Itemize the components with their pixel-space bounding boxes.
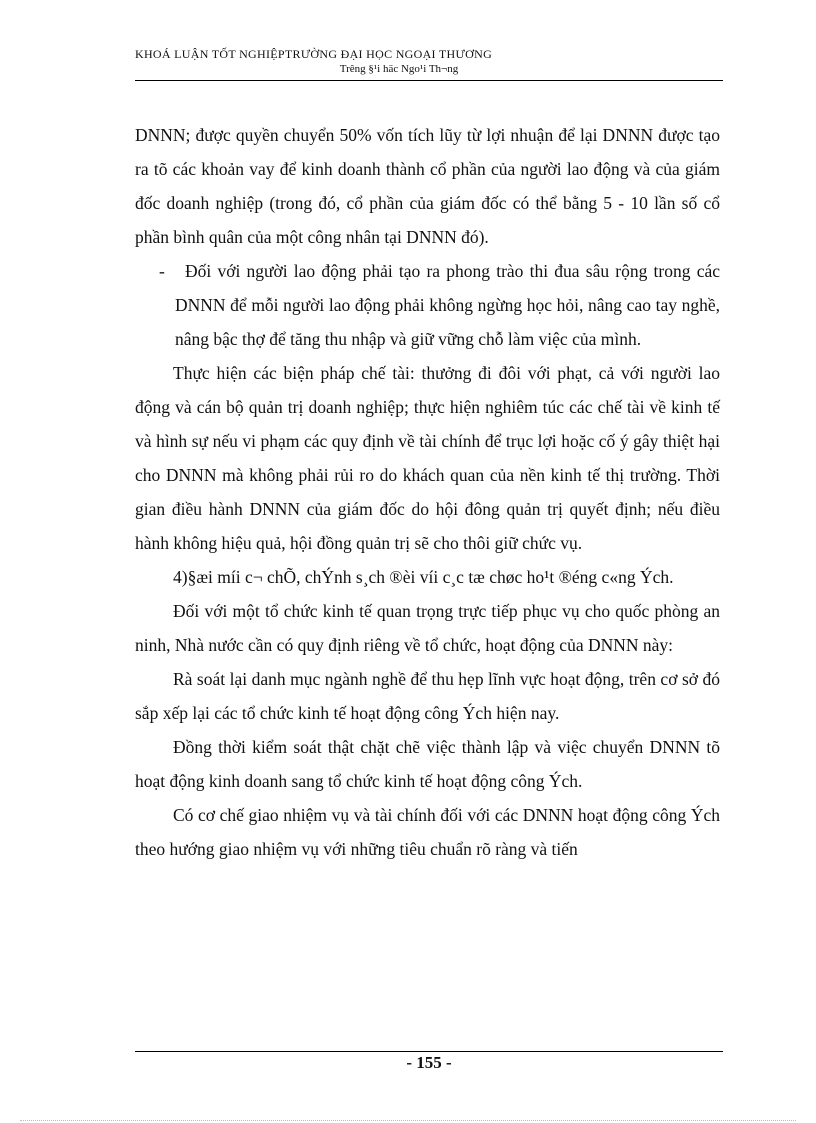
header-title: KHOÁ LUẬN TỐT NGHIỆPTRƯỜNG ĐẠI HỌC NGOẠI THƯƠNG	[135, 47, 493, 61]
paragraph-8: Có cơ chế giao nhiệm vụ và tài chính đối với các DNNN hoạt động công Ých theo hướng giao nhiệm vụ với những tiêu chuẩn rõ ràng và tiến	[135, 805, 720, 859]
paragraph-3: Thực hiện các biện pháp chế tài: thưởng đi đôi với phạt, cả với người lao động và cán bộ quản trị doanh nghiệp; thực hiện nghiêm túc các chế tài về kinh tế và hình sự nếu vi phạm các quy định về tài chính để trục lợi hoặc cố ý gây thiệt hại cho DNNN mà không phải rủi ro do khách quan của nền kinh tế thị trường. Thời gian điều hành DNNN của giám đốc do hội đông quản trị quyết định; nếu điều hành không hiệu quả, hội đồng quản trị sẽ cho thôi giữ chức vụ.	[135, 363, 720, 553]
paragraph-7: Đồng thời kiểm soát thật chặt chẽ việc thành lập và việc chuyển DNNN tõ hoạt động kinh doanh sang tổ chức kinh tế hoạt động công Ých.	[135, 737, 720, 791]
paragraph-5: Đối với một tổ chức kinh tế quan trọng trực tiếp phục vụ cho quốc phòng an ninh, Nhà nước cần có quy định riêng về tổ chức, hoạt động của DNNN này:	[135, 601, 720, 655]
document-body	[135, 118, 720, 866]
paragraph-6: Rà soát lại danh mục ngành nghề để thu hẹp lĩnh vực hoạt động, trên cơ sở đó sắp xếp lại các tổ chức kinh tế hoạt động công Ých hiện nay.	[135, 669, 720, 723]
paragraph-1: DNNN; được quyền chuyển 50% vốn tích lũy từ lợi nhuận để lại DNNN được tạo ra tõ các khoản vay để kinh doanh thành cổ phần của người lao động và của giám đốc doanh nghiệp (trong đó, cổ phần của giám đốc có thể bằng 5 - 10 lần số cổ phần bình quân của một công nhân tại DNNN đó).	[135, 125, 720, 247]
paragraph-2: Đối với người lao động phải tạo ra phong trào thi đua sâu rộng trong các DNNN để mỗi người lao động phải không ngừng học hỏi, nâng cao tay nghề, nâng bậc thợ để tăng thu nhập và giữ vững chỗ làm việc của mình.	[175, 261, 720, 349]
page-number: - 155 -	[406, 1053, 452, 1072]
footer-divider	[135, 1051, 723, 1052]
page-edge	[20, 1120, 796, 1121]
header-divider	[135, 80, 723, 81]
section-heading: 4)§æi míi c¬ chÕ, chÝnh s¸ch ®èi víi c¸c tæ chøc ho¹t ®éng c«ng Ých.	[173, 567, 674, 587]
bullet-dash: -	[159, 261, 165, 281]
bullet-paragraph	[135, 254, 720, 356]
header-subtitle: Trêng §¹i häc Ngo¹i Th¬ng	[339, 63, 459, 75]
page-header	[135, 46, 723, 77]
